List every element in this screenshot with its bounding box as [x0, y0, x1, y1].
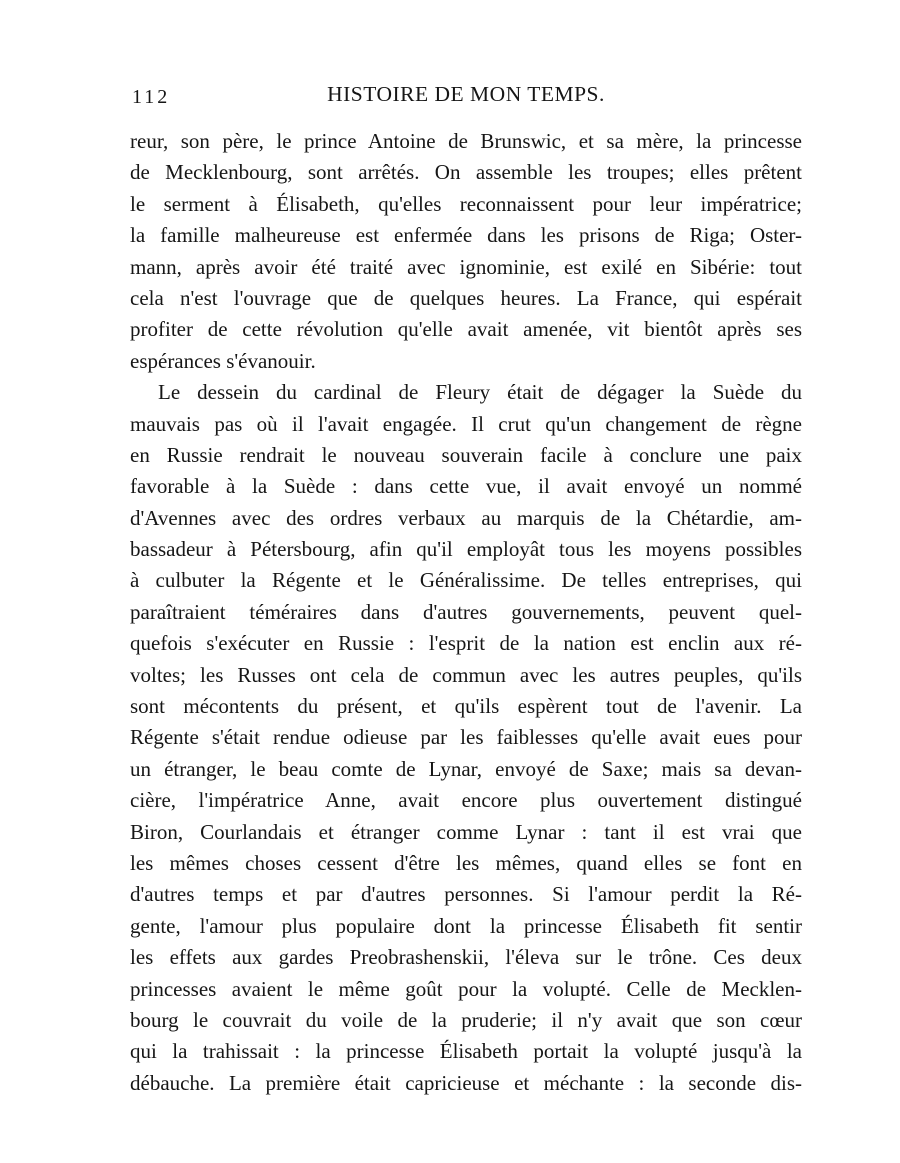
text-line: reur, son père, le prince Antoine de Brunswic, et sa mère, la princesse [130, 129, 802, 153]
text-line: Régente s'était rendue odieuse par les faiblesses qu'elle avait eues pour [130, 725, 802, 750]
text-line: Biron, Courlandais et étranger comme Lynar : tant il est vrai que [130, 819, 802, 844]
body-text [130, 126, 802, 1099]
text-line: Le dessein du cardinal de Fleury était de dégager la Suède du [158, 380, 802, 405]
text-line: mauvais pas où il l'avait engagée. Il crut qu'un changement de règne [130, 411, 802, 436]
text-line: gente, l'amour plus populaire dont la princesse Élisabeth fit sentir [130, 913, 802, 938]
text-line: la famille malheureuse est enfermée dans les prisons de Riga; Oster- [130, 223, 802, 248]
text-line: d'Avennes avec des ordres verbaux au marquis de la Chétardie, am- [130, 505, 802, 530]
text-line: les mêmes choses cessent d'être les mêmes, quand elles se font en [130, 850, 802, 875]
text-line: paraîtraient téméraires dans d'autres gouvernements, peuvent quel- [130, 599, 802, 624]
paragraph-2 [130, 377, 802, 1099]
text-line: espérances s'évanouir. [130, 348, 316, 373]
text-line: princesses avaient le même goût pour la volupté. Celle de Mecklen- [130, 976, 802, 1001]
page-number: 112 [132, 86, 171, 108]
text-line: bassadeur à Pétersbourg, afin qu'il employât tous les moyens possibles [130, 537, 802, 562]
text-line: à culbuter la Régente et le Généralissime. De telles entreprises, qui [130, 568, 802, 593]
paragraph-1 [130, 126, 802, 377]
text-line: quefois s'exécuter en Russie : l'esprit de la nation est enclin aux ré- [130, 631, 802, 656]
text-line: les effets aux gardes Preobrashenskii, l'éleva sur le trône. Ces deux [130, 945, 802, 970]
text-line: cela n'est l'ouvrage que de quelques heures. La France, qui espérait [130, 285, 802, 310]
text-line: le serment à Élisabeth, qu'elles reconnaissent pour leur impératrice; [130, 191, 802, 216]
text-line: favorable à la Suède : dans cette vue, il avait envoyé un nommé [130, 474, 802, 499]
text-line: débauche. La première était capricieuse et méchante : la seconde dis- [130, 1070, 802, 1095]
text-line: en Russie rendrait le nouveau souverain facile à conclure une paix [130, 442, 802, 467]
running-header [130, 82, 802, 114]
text-line: profiter de cette révolution qu'elle avait amenée, vit bientôt après ses [130, 317, 802, 342]
text-line: qui la trahissait : la princesse Élisabeth portait la volupté jusqu'à la [130, 1039, 802, 1064]
text-line: sont mécontents du présent, et qu'ils espèrent tout de l'avenir. La [130, 694, 802, 719]
text-line: bourg le couvrait du voile de la pruderie; il n'y avait que son cœur [130, 1007, 802, 1032]
text-line: cière, l'impératrice Anne, avait encore plus ouvertement distingué [130, 788, 802, 813]
text-line: voltes; les Russes ont cela de commun avec les autres peuples, qu'ils [130, 662, 802, 687]
text-line: de Mecklenbourg, sont arrêtés. On assemble les troupes; elles prêtent [130, 160, 802, 185]
text-line: mann, après avoir été traité avec ignominie, est exilé en Sibérie: tout [130, 254, 802, 279]
text-line: un étranger, le beau comte de Lynar, envoyé de Saxe; mais sa devan- [130, 756, 802, 781]
text-line: d'autres temps et par d'autres personnes. Si l'amour perdit la Ré- [130, 882, 802, 907]
running-title: HISTOIRE DE MON TEMPS. [327, 82, 605, 106]
